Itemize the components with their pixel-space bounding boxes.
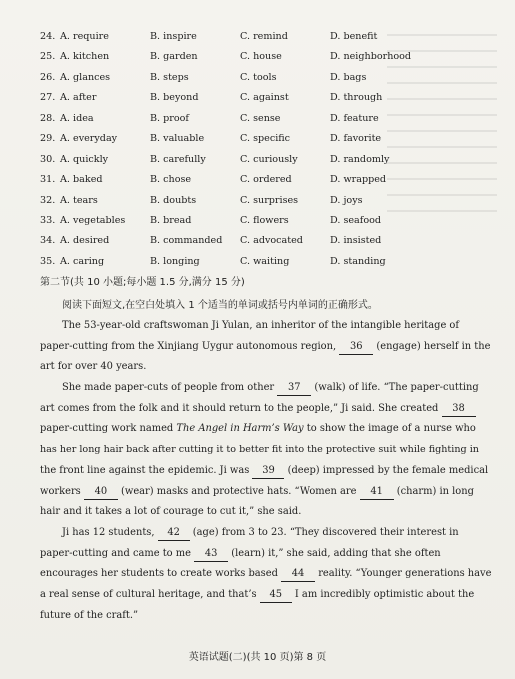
passage-line: the front line against the epidemic. Ji was 39 (deep) impressed by the female medical: [40, 461, 480, 482]
blank-36[interactable]: 36: [339, 340, 373, 355]
passage-line: paper-cutting work named The Angel in Harm’s Way to show the image of a nurse who: [40, 423, 476, 435]
passage-line: has her long hair back after cutting it to better fit into the protective suit while fighting in: [40, 444, 479, 456]
option-row: 24. A. require B. inspire C. remind D. benefit: [40, 31, 378, 42]
option-row: 29. A. everyday B. valuable C. specific D. favorite: [40, 133, 382, 145]
blank-41[interactable]: 41: [360, 485, 394, 500]
blank-44[interactable]: 44: [281, 567, 315, 582]
blank-40[interactable]: 40: [84, 485, 118, 500]
passage-line: paper-cutting from the Xinjiang Uygur autonomous region, 36 (engage) herself in the: [40, 337, 480, 358]
option-row: 26. A. glances B. steps C. tools D. bags: [40, 71, 367, 83]
page-footer: 英语试题(二)(共 10 页)第 8 页: [188, 652, 327, 663]
passage-line: encourages her students to create works based 44 reality. “Younger generations have: [40, 564, 480, 585]
option-row: 25. A. kitchen B. garden C. house D. neighborhood: [40, 51, 412, 63]
option-row: 34. A. desired B. commanded C. advocated D. insisted: [40, 235, 382, 247]
passage-line: art for over 40 years.: [40, 361, 147, 373]
option-row: 35. A. caring B. longing C. waiting D. standing: [40, 255, 386, 267]
section-header: 第二节(共 10 小题;每小题 1.5 分,满分 15 分): [40, 277, 245, 288]
blank-42[interactable]: 42: [158, 526, 190, 541]
passage: [40, 316, 492, 626]
passage-line: workers 40 (wear) masks and protective hats. “Women are 41 (charm) in long: [40, 482, 480, 503]
option-row: 33. A. vegetables B. bread C. flowers D. seafood: [40, 214, 382, 226]
option-row: 32. A. tears B. doubts C. surprises D. joys: [40, 194, 363, 206]
passage-line: future of the craft.”: [40, 609, 139, 621]
blank-45[interactable]: 45: [260, 588, 292, 603]
passage-line: The 53-year-old craftswoman Ji Yulan, an inheritor of the intangible heritage of: [62, 320, 460, 331]
option-row: 27. A. after B. beyond C. against D. through: [40, 92, 383, 104]
options-list: [40, 27, 500, 272]
passage-line: a real sense of cultural heritage, and that’s 45 I am incredibly optimistic about the: [40, 585, 480, 606]
passage-line: art comes from the folk and it should return to the people,” Ji said. She created 38: [40, 399, 480, 420]
blank-37[interactable]: 37: [277, 381, 311, 396]
blank-38[interactable]: 38: [442, 402, 476, 417]
blank-43[interactable]: 43: [194, 547, 228, 562]
artwork-title: The Angel in Harm’s Way: [176, 423, 304, 435]
option-row: 31. A. baked B. chose C. ordered D. wrapped: [40, 174, 387, 186]
passage-line: hair and it takes a lot of courage to cut it,” she said.: [40, 506, 302, 518]
passage-line: paper-cutting and came to me 43 (learn) it,” she said, adding that she often: [40, 544, 480, 565]
passage-line: She made paper-cuts of people from other 37 (walk) of life. “The paper-cutting: [40, 378, 480, 399]
option-row: 30. A. quickly B. carefully C. curiously D. randomly: [40, 153, 390, 165]
passage-line: Ji has 12 students, 42 (age) from 3 to 23. “They discovered their interest in: [40, 523, 480, 544]
blank-39[interactable]: 39: [252, 464, 284, 479]
option-row: 28. A. idea B. proof C. sense D. feature: [40, 112, 379, 124]
instruction-text: 阅读下面短文,在空白处填入 1 个适当的单词或括号内单词的正确形式。: [62, 300, 378, 311]
